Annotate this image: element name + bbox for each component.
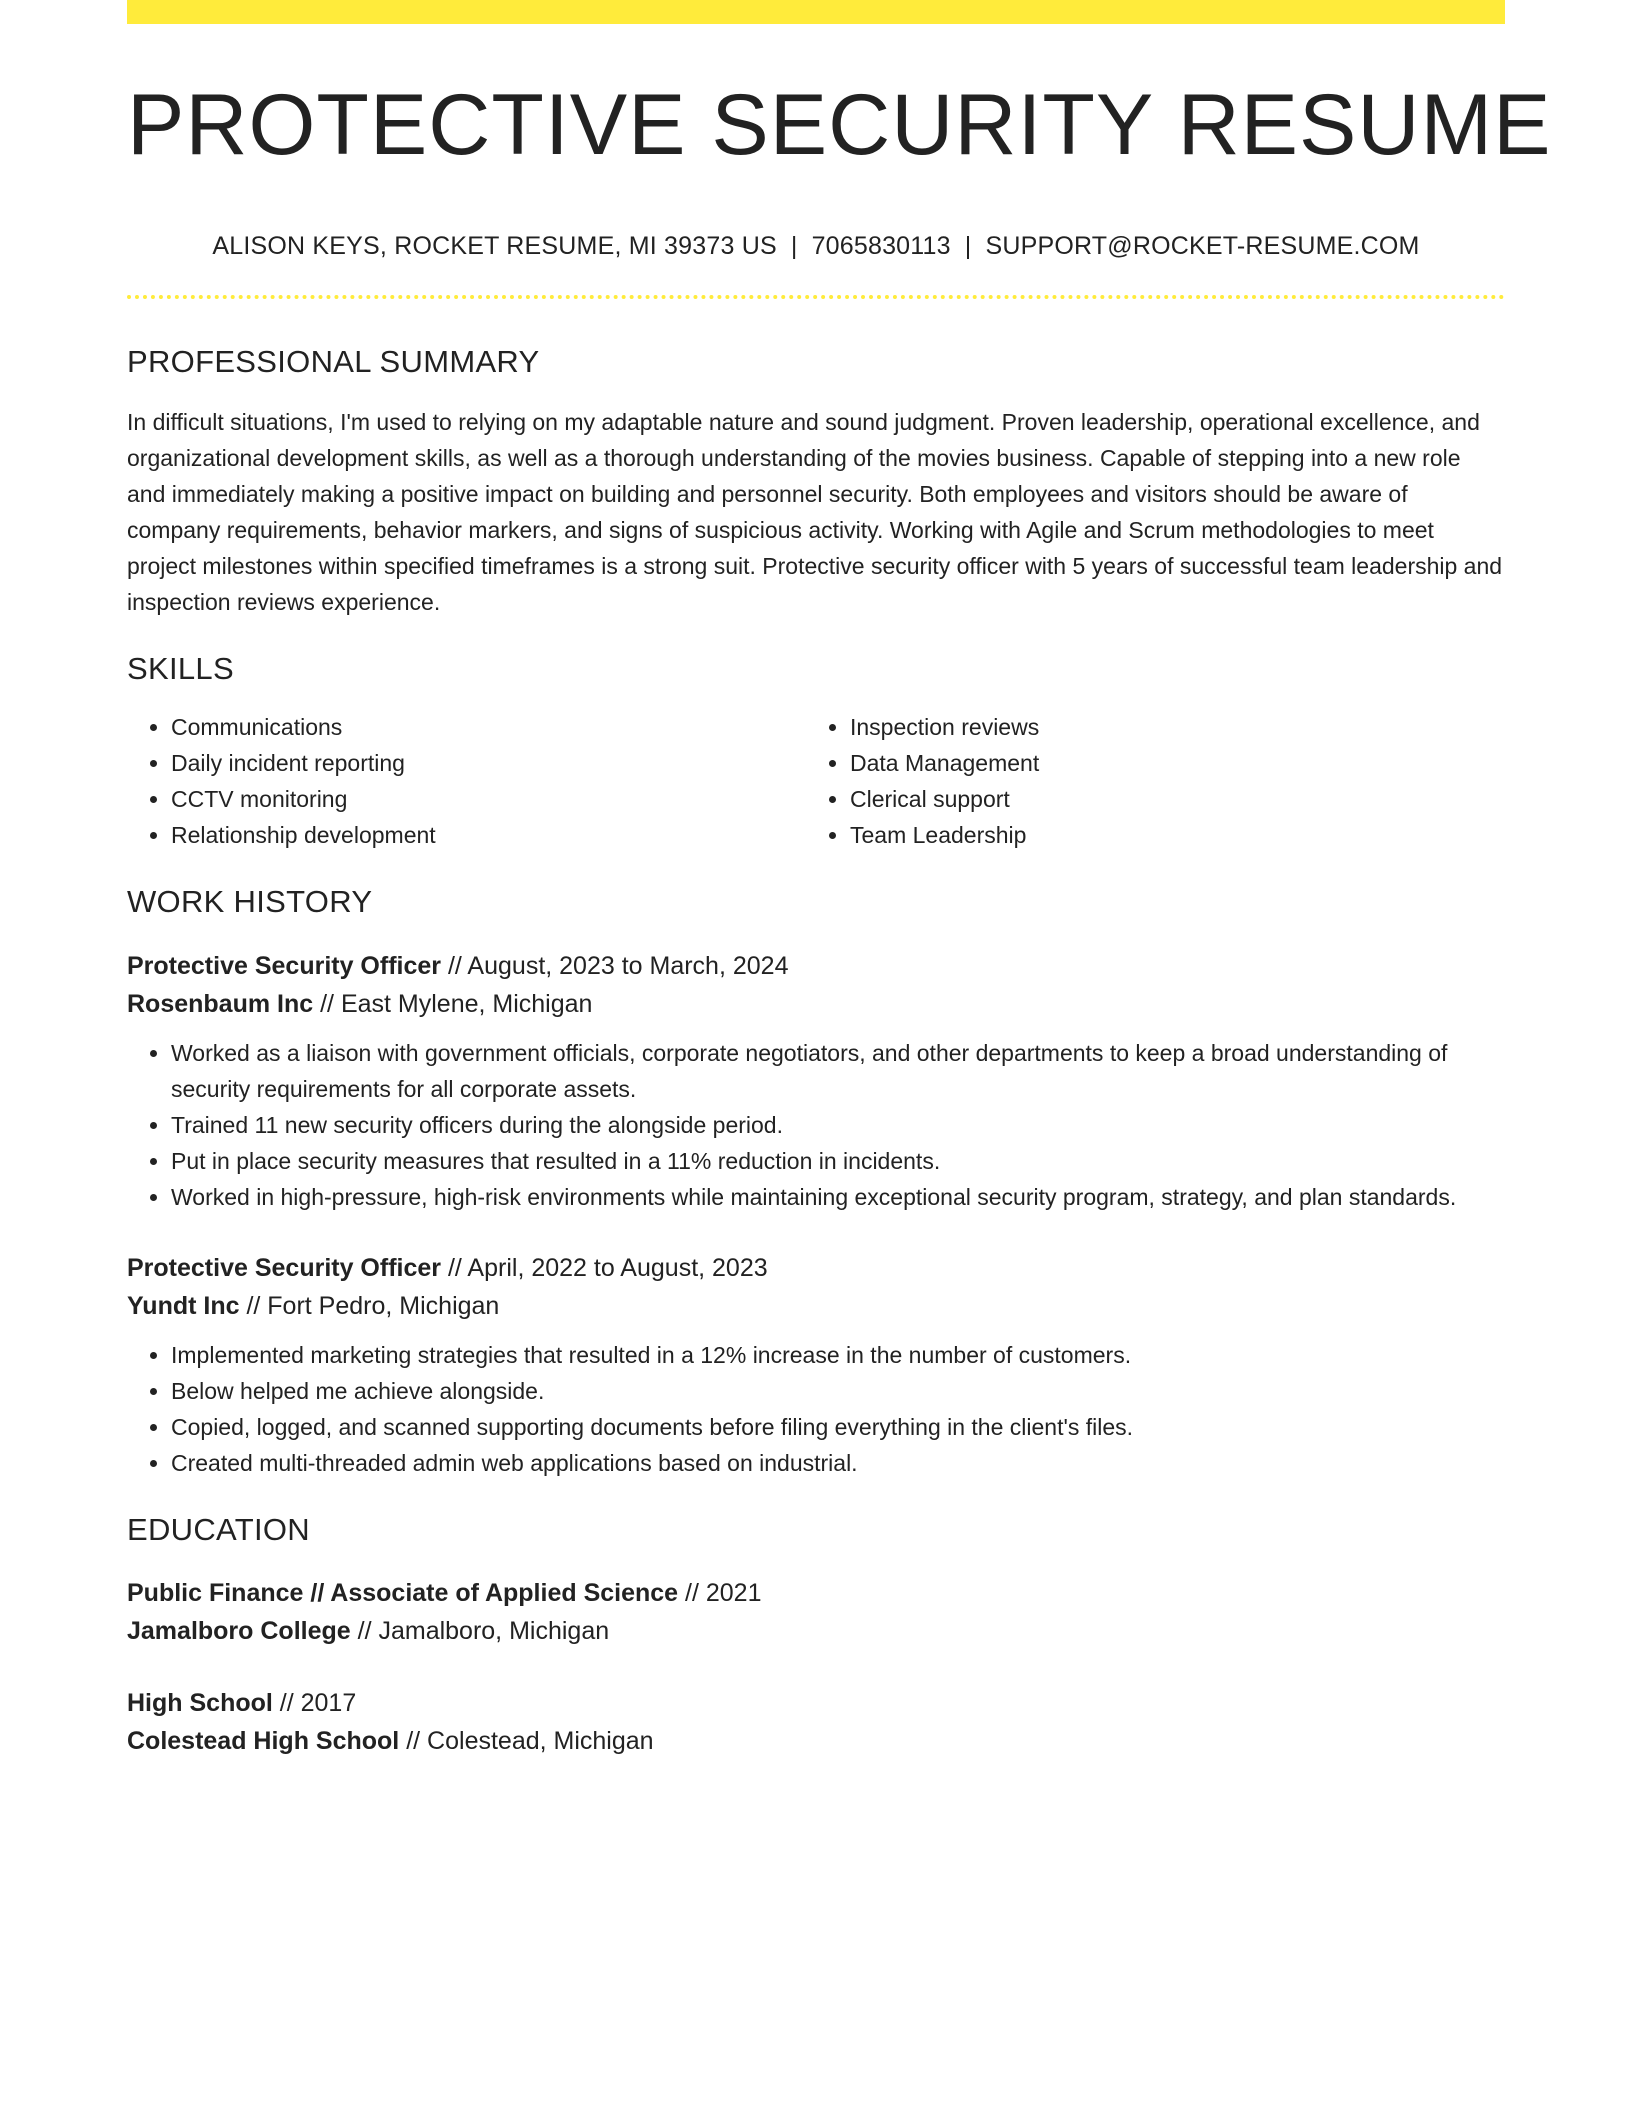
job-company-line (127, 985, 1505, 1023)
job-bullet: • Copied, logged, and scanned supporting documents before filing everything in the client's files. (171, 1409, 1505, 1445)
job-entry (127, 1249, 1505, 1481)
job-title-line (127, 1249, 1505, 1287)
contact-phone: 7065830113 (811, 232, 951, 260)
contact-separator: | (790, 232, 798, 260)
job-bullet: • Worked in high-pressure, high-risk environments while maintaining exceptional security program, strategy, and plan standards. (171, 1179, 1505, 1215)
education-school: Jamalboro College (127, 1616, 351, 1645)
skill-item: • Clerical support (850, 781, 1485, 817)
accent-top-bar (127, 0, 1505, 24)
education-location: // Colestead, Michigan (406, 1726, 654, 1755)
job-bullets (127, 1035, 1505, 1215)
skill-item: • Communications (171, 709, 806, 745)
job-bullet: • Trained 11 new security officers during the alongside period. (171, 1107, 1505, 1143)
job-entry (127, 947, 1505, 1215)
education-entry (127, 1574, 1505, 1650)
education-heading: EDUCATION (127, 1511, 310, 1547)
contact-separator: | (964, 232, 972, 260)
education-degree: Public Finance // Associate of Applied Science (127, 1578, 679, 1607)
skill-item: • Relationship development (171, 817, 806, 853)
education-school: Colestead High School (127, 1726, 400, 1755)
skill-item: • Inspection reviews (850, 709, 1485, 745)
contact-line (127, 232, 1505, 261)
job-title: Protective Security Officer (127, 951, 442, 980)
job-bullets (127, 1337, 1505, 1481)
job-bullet: • Worked as a liaison with government officials, corporate negotiators, and other departments to keep a broad understanding of security requirements for all corporate assets. (171, 1035, 1505, 1107)
education-entry (127, 1684, 1505, 1760)
job-dates: // August, 2023 to March, 2024 (447, 951, 789, 980)
skills-column-left (127, 709, 806, 853)
job-dates: // April, 2022 to August, 2023 (447, 1253, 768, 1282)
education-year: // 2021 (685, 1578, 762, 1607)
skill-item: • Team Leadership (850, 817, 1485, 853)
job-location: // Fort Pedro, Michigan (246, 1291, 500, 1320)
job-company: Rosenbaum Inc (127, 989, 314, 1018)
education-degree: High School (127, 1688, 273, 1717)
dotted-divider (127, 295, 1505, 299)
resume-page (127, 0, 1552, 1760)
resume-title: PROTECTIVE SECURITY RESUME (127, 77, 1552, 173)
work-history-heading: WORK HISTORY (127, 884, 373, 920)
summary-text: In difficult situations, I'm used to relying on my adaptable nature and sound judgment. Proven leadership, operational excellence, and organizational development skills, as well as a thorough understanding of the movies business. Capable of stepping into a new role and immediately making a positive impact on building and personnel security. Both employees and visitors should be aware of company requirements, behavior markers, and signs of suspicious activity. Working with Agile and Scrum methodologies to meet project milestones within specified timeframes is a strong suit. Protective security officer with 5 years of successful team leadership and inspection reviews experience. (127, 409, 1503, 616)
job-bullet: • Implemented marketing strategies that resulted in a 12% increase in the number of customers. (171, 1337, 1505, 1373)
education-location: // Jamalboro, Michigan (357, 1616, 610, 1645)
job-title: Protective Security Officer (127, 1253, 442, 1282)
job-title-line (127, 947, 1505, 985)
job-bullet: • Put in place security measures that resulted in a 11% reduction in incidents. (171, 1143, 1505, 1179)
education-year: // 2017 (279, 1688, 357, 1717)
contact-email: SUPPORT@ROCKET-RESUME.COM (985, 232, 1420, 260)
skill-item: • CCTV monitoring (171, 781, 806, 817)
education-school-line (127, 1612, 1505, 1650)
skills-heading: SKILLS (127, 651, 234, 687)
job-company-line (127, 1287, 1505, 1325)
job-bullet: • Created multi-threaded admin web applications based on industrial. (171, 1445, 1505, 1481)
skills-list (127, 709, 1505, 853)
contact-address: ALISON KEYS, ROCKET RESUME, MI 39373 US (212, 232, 777, 260)
education-degree-line (127, 1574, 1505, 1612)
job-company: Yundt Inc (127, 1291, 240, 1320)
job-location: // East Mylene, Michigan (320, 989, 593, 1018)
skill-item: • Data Management (850, 745, 1485, 781)
summary-heading: PROFESSIONAL SUMMARY (127, 344, 540, 379)
skills-column-right (806, 709, 1485, 853)
education-school-line (127, 1722, 1505, 1760)
job-bullet: • Below helped me achieve alongside. (171, 1373, 1505, 1409)
education-degree-line (127, 1684, 1505, 1722)
skill-item: • Daily incident reporting (171, 745, 806, 781)
